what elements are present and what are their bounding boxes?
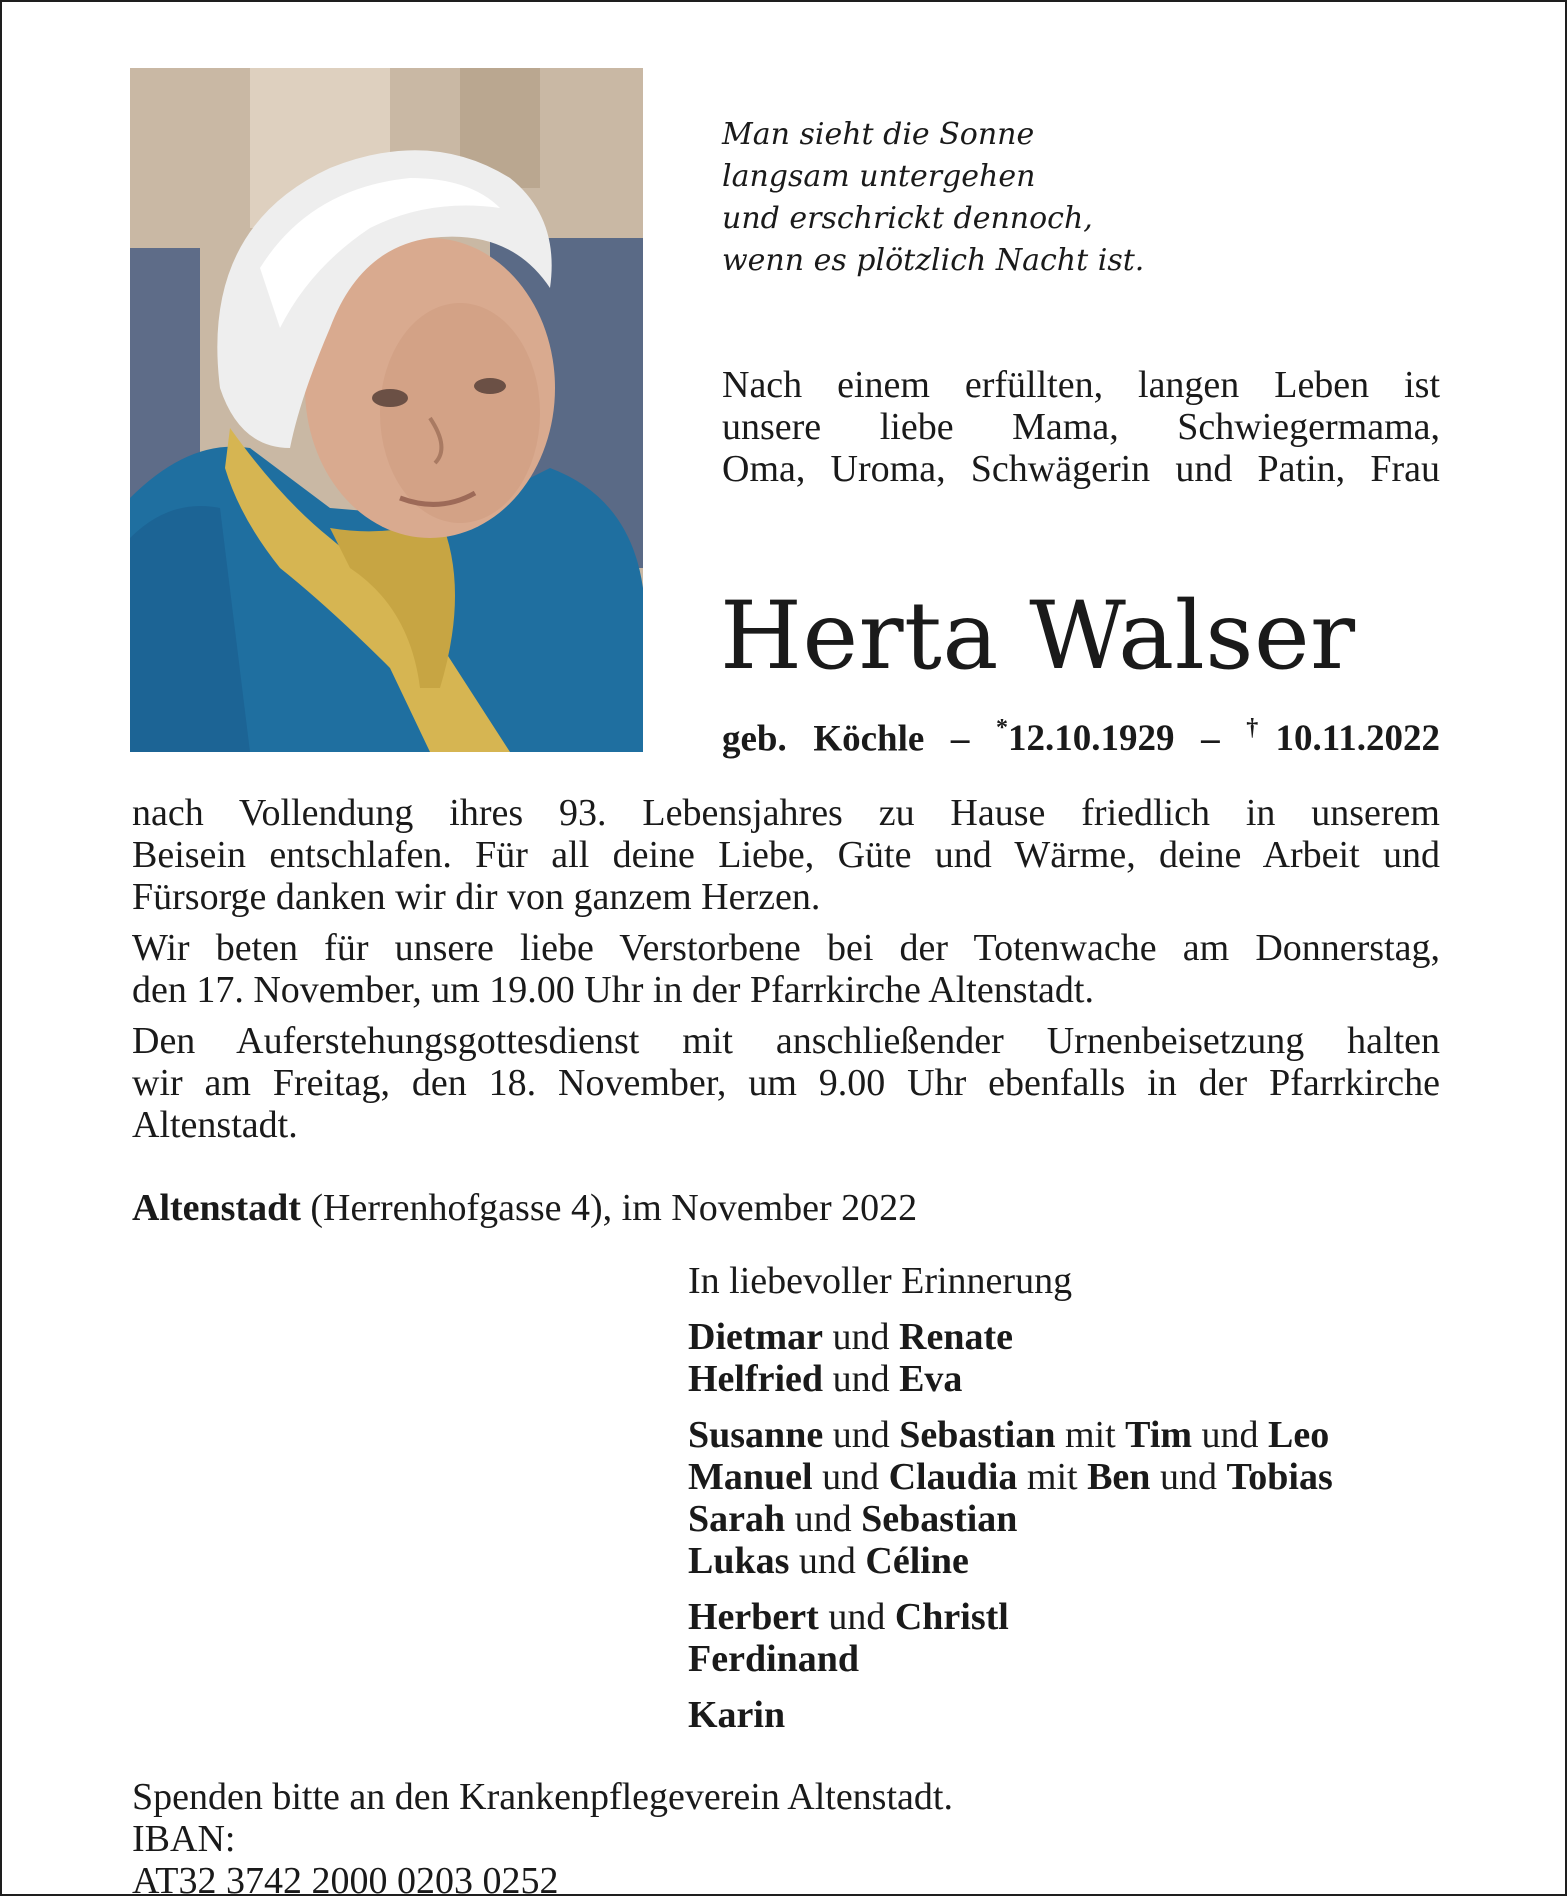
mourner-line: [688, 1498, 1448, 1540]
birth-date-group: [996, 715, 1175, 760]
body-line: wir am Freitag, den 18. November, um 9.00 Uhr ebenfalls in der Pfarrkirche: [132, 1062, 1440, 1104]
donation-info: [132, 1776, 953, 1896]
mourner-name: Tobias: [1226, 1456, 1333, 1498]
body-line: Altenstadt.: [132, 1104, 298, 1146]
birth-symbol: *: [996, 715, 1009, 741]
mourner-group: [688, 1596, 1448, 1680]
body-line: Fürsorge danken wir dir von ganzem Herzen.: [132, 876, 821, 918]
mourner-name: Manuel: [688, 1456, 813, 1498]
intro-line: unsere liebe Mama, Schwiegermama,: [722, 406, 1440, 448]
mourner-connector: und: [832, 1414, 890, 1456]
death-symbol: †: [1246, 715, 1276, 741]
body-line: Wir beten für unsere liebe Verstorbene bei der Totenwache am Donnerstag,: [132, 927, 1440, 969]
mourner-groups: [688, 1316, 1448, 1736]
mourner-name: Sebastian: [861, 1498, 1018, 1540]
mourner-line: [688, 1456, 1448, 1498]
mourner-connector: und: [828, 1596, 886, 1638]
mourner-connector: und: [794, 1498, 852, 1540]
poem-line: Man sieht die Sonne: [722, 117, 1035, 152]
body-paragraph: [132, 792, 1440, 918]
dash: –: [1201, 718, 1220, 760]
poem-line: langsam untergehen: [722, 159, 1036, 194]
mourner-name: Herbert: [688, 1596, 819, 1638]
place-and-date: [132, 1186, 917, 1230]
iban-label: IBAN:: [132, 1818, 236, 1860]
mourner-name: Ben: [1087, 1456, 1151, 1498]
mourner-name: Helfried: [688, 1358, 824, 1400]
mourner-connector: und: [832, 1316, 890, 1358]
mourner-name: Sebastian: [899, 1414, 1056, 1456]
deceased-name: Herta Walser: [720, 582, 1356, 691]
mourner-name: Ferdinand: [688, 1638, 860, 1680]
mourner-line: [688, 1540, 1448, 1582]
mourner-connector: und: [1159, 1456, 1217, 1498]
place-town: Altenstadt: [132, 1187, 301, 1229]
mourner-connector: mit: [1064, 1414, 1116, 1456]
mourner-line: [688, 1414, 1448, 1456]
mourner-line: [688, 1358, 1448, 1400]
mourner-name: Christl: [894, 1596, 1009, 1638]
mourner-connector: und: [832, 1358, 890, 1400]
intro-line: Nach einem erfüllten, langen Leben ist: [722, 364, 1440, 406]
portrait-illustration: [130, 68, 643, 752]
mourner-group: [688, 1414, 1448, 1582]
mourner-line: [688, 1316, 1448, 1358]
birth-date: 12.10.1929: [1008, 718, 1175, 760]
mourner-group: [688, 1316, 1448, 1400]
death-date-group: [1246, 715, 1441, 760]
body-paragraph: [132, 1020, 1440, 1146]
place-rest: (Herrenhofgasse 4), im November 2022: [300, 1187, 918, 1229]
obituary-body: [132, 792, 1440, 1155]
death-date: 10.11.2022: [1275, 718, 1441, 760]
mourners-block: [688, 1260, 1448, 1750]
iban-number: AT32 3742 2000 0203 0252: [132, 1860, 559, 1896]
mourner-name: Susanne: [688, 1414, 824, 1456]
mourner-group: [688, 1694, 1448, 1736]
poem-line: und erschrickt dennoch,: [722, 201, 1093, 236]
mourner-name: Claudia: [888, 1456, 1018, 1498]
mourner-name: Renate: [899, 1316, 1014, 1358]
mourner-name: Lukas: [688, 1540, 790, 1582]
body-line: nach Vollendung ihres 93. Lebensjahres zu Hause friedlich in unserem: [132, 792, 1440, 834]
intro-text: [722, 364, 1440, 490]
mourner-name: Dietmar: [688, 1316, 824, 1358]
donation-line: Spenden bitte an den Krankenpflegeverein Altenstadt.: [132, 1776, 953, 1818]
portrait-photo: [130, 68, 643, 752]
poem-line: wenn es plötzlich Nacht ist.: [722, 243, 1145, 278]
mourner-connector: und: [822, 1456, 880, 1498]
birth-name: geb. Köchle: [722, 718, 925, 760]
mourner-name: Karin: [688, 1694, 786, 1736]
mourner-connector: und: [798, 1540, 856, 1582]
mourner-name: Céline: [865, 1540, 969, 1582]
life-dates: [722, 706, 1440, 763]
mourner-name: Tim: [1125, 1414, 1193, 1456]
body-line: den 17. November, um 19.00 Uhr in der Pfarrkirche Altenstadt.: [132, 969, 1094, 1011]
mourner-line: [688, 1694, 1448, 1736]
mourner-name: Leo: [1268, 1414, 1330, 1456]
body-line: Beisein entschlafen. Für all deine Liebe, Güte und Wärme, deine Arbeit und: [132, 834, 1440, 876]
mourner-line: [688, 1596, 1448, 1638]
mourner-name: Eva: [899, 1358, 963, 1400]
body-paragraph: [132, 927, 1440, 1011]
mourner-connector: und: [1201, 1414, 1259, 1456]
mourner-name: Sarah: [688, 1498, 786, 1540]
mourner-line: [688, 1638, 1448, 1680]
mourner-connector: mit: [1026, 1456, 1078, 1498]
mourners-heading: In liebevoller Erinnerung: [688, 1260, 1073, 1302]
dash: –: [950, 718, 970, 760]
body-line: Den Auferstehungsgottesdienst mit anschließender Urnenbeisetzung halten: [132, 1020, 1440, 1062]
intro-line: Oma, Uroma, Schwägerin und Patin, Frau: [722, 448, 1440, 490]
iban-line: [132, 1818, 953, 1896]
poem: [722, 114, 1442, 282]
